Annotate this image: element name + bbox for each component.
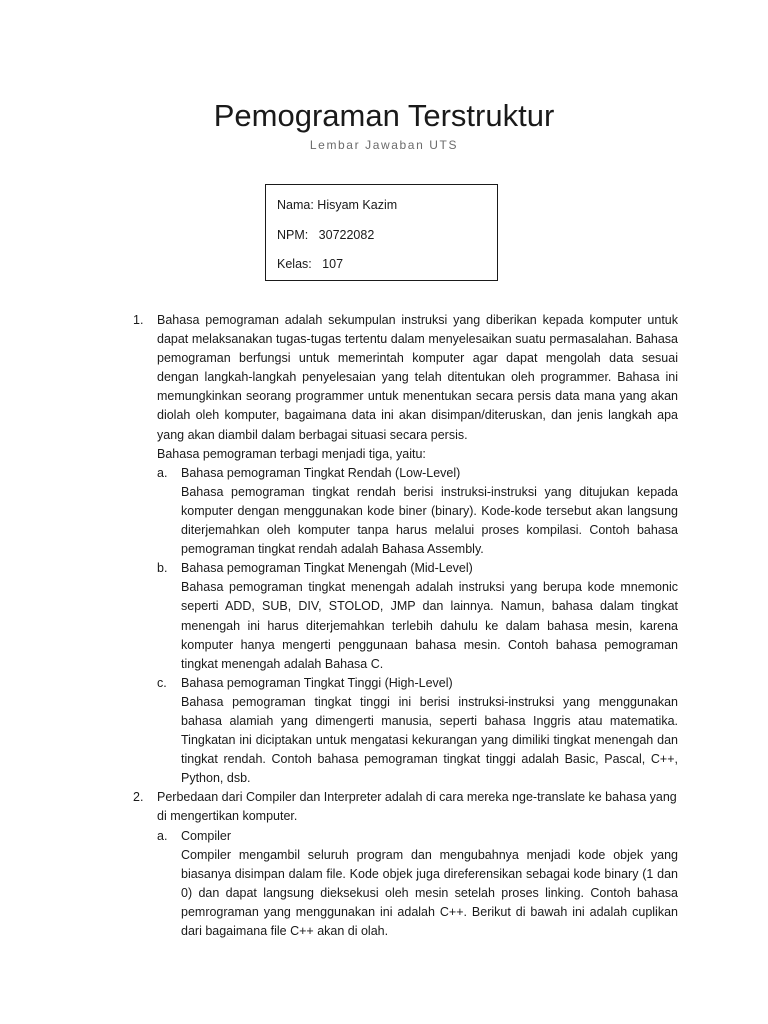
student-class: Kelas: 107 <box>277 257 344 271</box>
subitem-body: Bahasa pemograman tingkat rendah berisi instruksi-instruksi yang ditujukan kepada komputer dengan menggunakan kode biner (binary). Kode-kode tersebut akan langsung diterjemahkan oleh komputer tanpa harus melalui proses kompilasi. Contoh bahasa pemograman tingkat rendah adalah Bahasa Assembly. <box>181 484 678 557</box>
subitem-body: Bahasa pemograman tingkat menengah adalah instruksi yang berupa kode mnemonic seperti ADD, SUB, DIV, STOLOD, JMP dan lainnya. Namun, bahasa dalam tingkat menengah ini harus diterjemahkan terlebih dahulu ke dalam bahasa mesin, karena komputer hanya mengerti penggunaan bahasa mesin. Contoh bahasa pemograman tingkat menengah adalah Bahasa C. <box>181 580 678 671</box>
page-subtitle: Lembar Jawaban UTS <box>309 138 459 152</box>
subitem-heading: Bahasa pemograman Tingkat Menengah (Mid-Level) <box>181 561 473 576</box>
item-intro: Bahasa pemograman terbagi menjadi tiga, yaitu: <box>157 446 426 461</box>
student-info-box <box>265 184 498 281</box>
subitem-body: Bahasa pemograman tingkat tinggi ini berisi instruksi-instruksi yang menggunakan bahasa alamiah yang dimengerti manusia, seperti bahasa Inggris atau matematika. Tingkatan ini diciptakan untuk mengatasi kekurangan yang dimiliki tingkat menengah dan tingkat rendah. Contoh bahasa pemograman tingkat tinggi adalah Basic, Pascal, C++, Python, dsb. <box>181 694 678 786</box>
subitem-letter: c. <box>157 675 167 690</box>
subitem-letter: a. <box>157 465 168 480</box>
item-number: 1. <box>133 313 144 327</box>
subitem-heading: Compiler <box>181 828 232 843</box>
subitem-mid-level <box>157 559 678 674</box>
item-paragraph: Bahasa pemograman adalah sekumpulan instruksi yang diberikan kepada komputer untuk dapat melaksanakan tugas-tugas tertentu dalam menyelesaikan suatu permasalahan. Bahasa pemograman berfungsi untuk memerintah komputer agar dapat mengolah data sesuai dengan langkah-langkah penyelesaian yang telah ditentukan oleh programmer. Bahasa ini memungkinkan seorang programmer untuk menentukan secara persis data mana yang akan diolah oleh komputer, bagaimana data ini akan disimpan/diteruskan, dan jenis langkah apa yang akan diambil dalam berbagai situasi secara persis. <box>157 313 678 442</box>
subitem-body: Compiler mengambil seluruh program dan mengubahnya menjadi kode objek yang biasanya disimpan dalam file. Kode objek juga direferensikan sebagai kode binary (1 dan 0) dan dapat langsung dieksekusi oleh mesin setelah proses linking. Contoh bahasa pemrograman yang menggunakan ini adalah C++. Berikut di bawah ini adalah cuplikan dari bagaimana file C++ akan di olah. <box>181 847 678 938</box>
item-paragraph: Perbedaan dari Compiler dan Interpreter adalah di cara mereka nge-translate ke bahasa yang di mengertikan komputer. <box>157 790 677 824</box>
answer-item-2 <box>133 788 678 941</box>
subitem-letter: b. <box>157 561 168 576</box>
subitem-heading: Bahasa pemograman Tingkat Rendah (Low-Level) <box>181 465 461 480</box>
answer-item-1 <box>133 311 678 788</box>
student-name: Nama: Hisyam Kazim <box>277 198 398 212</box>
subitem-high-level <box>157 674 678 789</box>
subitem-compiler <box>157 827 678 942</box>
subitem-low-level <box>157 464 678 559</box>
answer-content <box>133 311 678 941</box>
subitem-letter: a. <box>157 828 168 843</box>
student-npm: NPM: 30722082 <box>277 227 375 242</box>
page-title: Pemograman Terstruktur <box>213 98 555 133</box>
item-number: 2. <box>133 790 144 805</box>
subitem-heading: Bahasa pemograman Tingkat Tinggi (High-Level) <box>181 675 453 690</box>
